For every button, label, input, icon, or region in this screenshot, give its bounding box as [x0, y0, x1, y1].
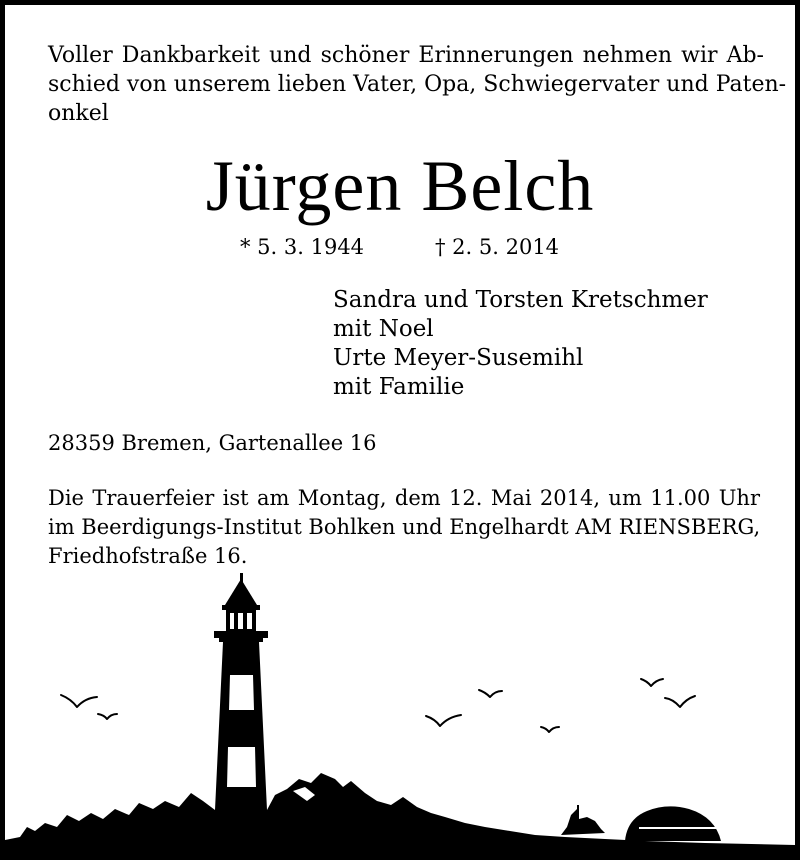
- lighthouse-gallery: [214, 631, 268, 638]
- service-line-1: Die Trauerfeier ist am Montag, dem 12. Mai 2014, um 11.00 Uhr: [48, 486, 760, 510]
- mourners-list: [333, 286, 708, 402]
- lighthouse-tower: [215, 642, 267, 810]
- seagull-2: [98, 714, 117, 719]
- service-line-3: Friedhofstraße 16.: [48, 544, 248, 568]
- service-line-2: im Beerdigungs-Institut Bohlken und Engelhardt AM RIENSBERG,: [48, 515, 761, 539]
- mourner-line: mit Noel: [333, 316, 434, 342]
- seagull-7: [665, 696, 695, 707]
- family-address: 28359 Bremen, Gartenallee 16: [48, 431, 377, 455]
- lighthouse-gallery-support: [219, 638, 263, 642]
- observatory-dome: [625, 806, 721, 841]
- boat-mast: [577, 805, 579, 825]
- deceased-name: Jürgen Belch: [205, 146, 595, 226]
- intro-line-3: onkel: [48, 101, 109, 126]
- mourner-line: Sandra und Torsten Kretschmer: [333, 287, 708, 313]
- seagull-1: [61, 695, 97, 707]
- mourner-line: Urte Meyer-Susemihl: [333, 345, 584, 371]
- mourner-line: mit Familie: [333, 374, 465, 400]
- seagull-4: [479, 690, 502, 697]
- sailboat: [561, 809, 605, 835]
- birth-date: * 5. 3. 1944: [240, 235, 365, 259]
- seagull-3: [426, 715, 461, 726]
- seagull-6: [641, 679, 663, 686]
- lighthouse-silhouette-illustration: [5, 565, 795, 855]
- lighthouse-roof: [225, 579, 257, 605]
- intro-text: [48, 41, 787, 128]
- intro-line-1: Voller Dankbarkeit und schöner Erinnerungen nehmen wir Ab-: [48, 43, 764, 68]
- lighthouse-roof-rim: [222, 605, 260, 610]
- death-date: † 2. 5. 2014: [435, 235, 560, 259]
- seagull-5: [541, 727, 559, 732]
- intro-line-2: schied von unserem lieben Vater, Opa, Schwiegervater und Paten-: [48, 72, 787, 97]
- lighthouse-lantern: [226, 610, 256, 631]
- dome-slit: [639, 827, 717, 829]
- funeral-service-text: [48, 484, 760, 571]
